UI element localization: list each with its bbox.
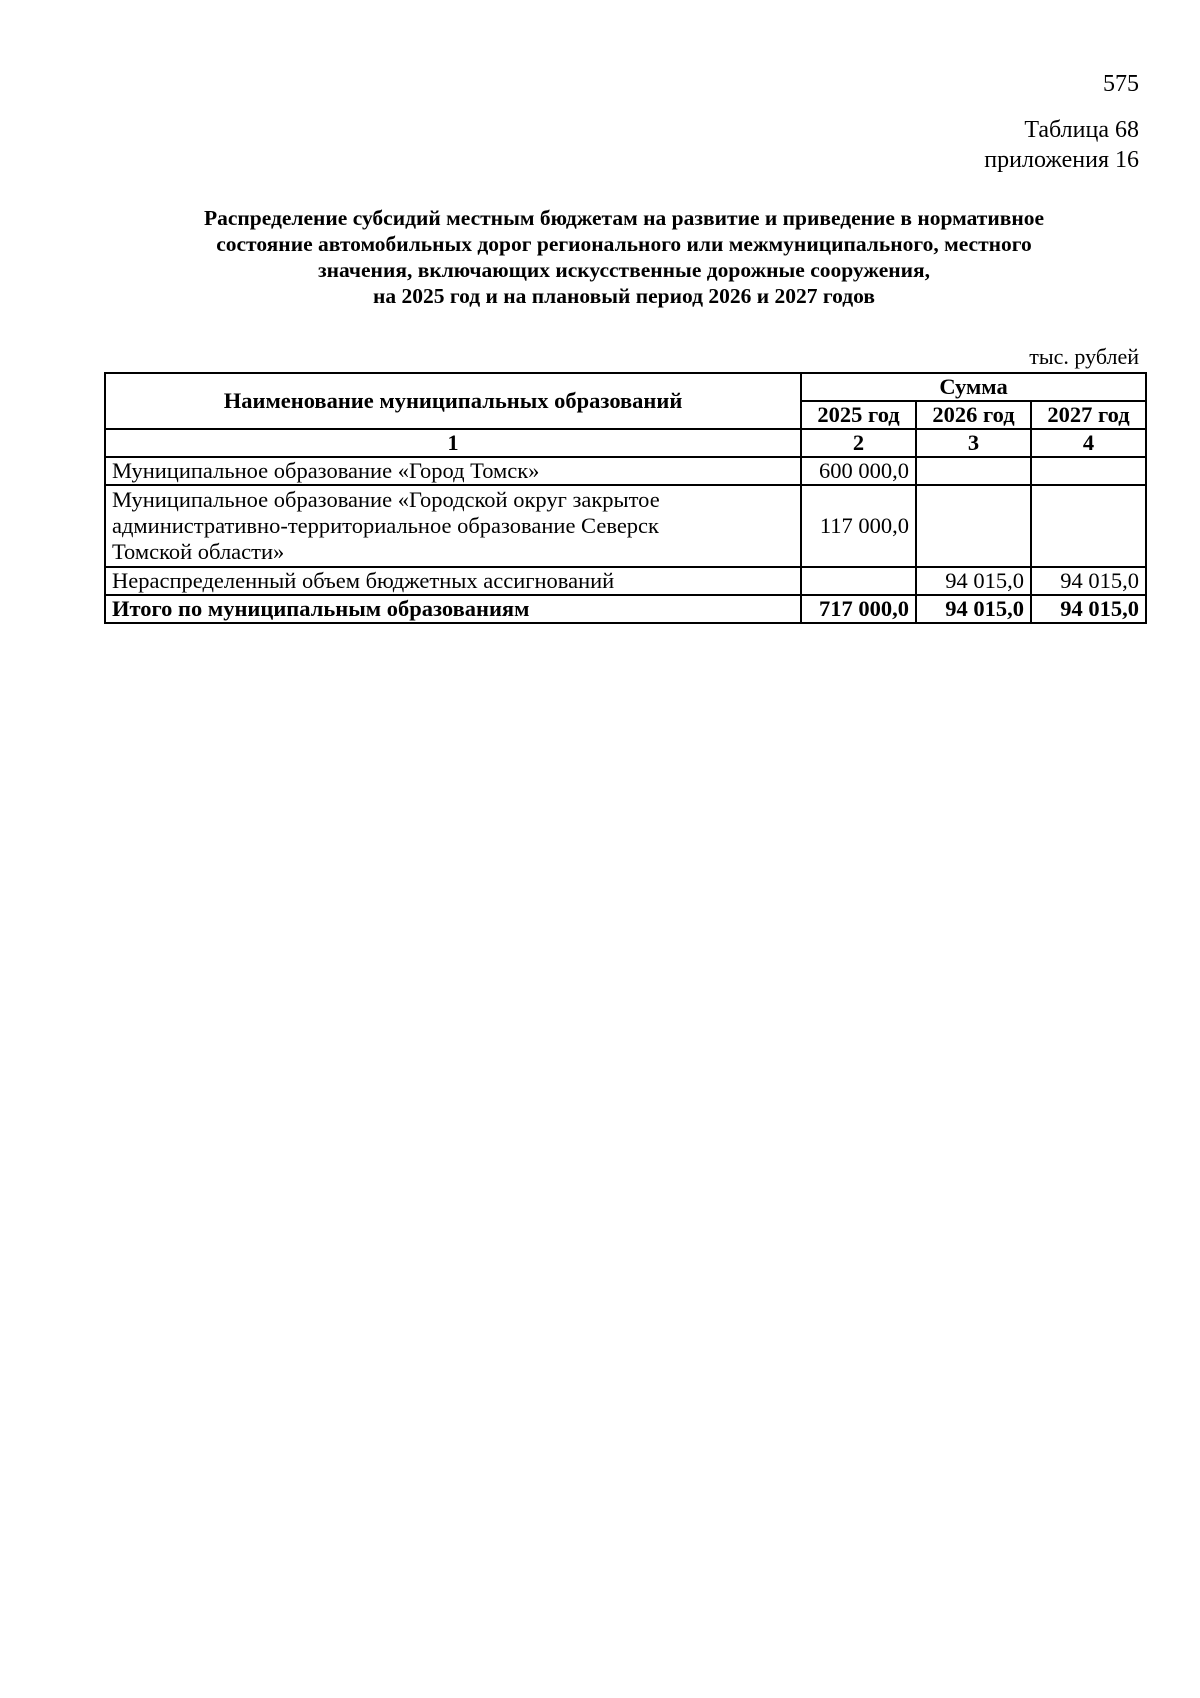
title-line-3: значения, включающих искусственные дорожные сооружения, (317, 258, 931, 282)
title-line-4: на 2025 год и на плановый период 2026 и 2027 годов (373, 284, 875, 308)
row-name (105, 485, 801, 567)
title-line-2: состояние автомобильных дорог регионального или межмуниципального, местного (216, 232, 1032, 256)
row-value-2025: 600 000,0 (801, 457, 916, 485)
row-value-2027 (1031, 485, 1146, 567)
header-sum-cell: Сумма (801, 373, 1146, 401)
row-value-2027 (1031, 457, 1146, 485)
row-name-line-3: Томской области» (112, 539, 285, 564)
header-year-2026: 2026 год (916, 401, 1031, 429)
row-name: Муниципальное образование «Город Томск» (105, 457, 801, 485)
total-name: Итого по муниципальным образованиям (105, 595, 801, 623)
row-value-2025: 117 000,0 (801, 485, 916, 567)
row-value-2026 (916, 485, 1031, 567)
table-header-row (105, 373, 1146, 401)
header-year-2025: 2025 год (801, 401, 916, 429)
row-name: Нераспределенный объем бюджетных ассигнований (105, 567, 801, 595)
table-row (105, 457, 1146, 485)
subsidy-table (104, 372, 1147, 624)
document-title (104, 205, 1144, 309)
units-label: тыс. рублей (1029, 344, 1139, 369)
table-ref-line-1: Таблица 68 (1024, 117, 1139, 143)
column-number-2: 2 (801, 429, 916, 457)
column-number-4: 4 (1031, 429, 1146, 457)
table-total-row (105, 595, 1146, 623)
total-value-2027: 94 015,0 (1031, 595, 1146, 623)
title-line-1: Распределение субсидий местным бюджетам на развитие и приведение в нормативное (203, 206, 1045, 230)
total-value-2026: 94 015,0 (916, 595, 1031, 623)
table-ref-line-2: приложения 16 (984, 147, 1139, 173)
column-number-3: 3 (916, 429, 1031, 457)
header-name-cell: Наименование муниципальных образований (105, 373, 801, 429)
row-value-2026 (916, 457, 1031, 485)
table-row (105, 567, 1146, 595)
header-year-2027: 2027 год (1031, 401, 1146, 429)
column-number-1: 1 (105, 429, 801, 457)
table-reference (984, 115, 1139, 175)
row-value-2026: 94 015,0 (916, 567, 1031, 595)
row-name-line-2: административно-территориальное образование Северск (112, 513, 659, 538)
row-value-2025 (801, 567, 916, 595)
column-numbers-row (105, 429, 1146, 457)
table-row (105, 485, 1146, 567)
page-number: 575 (1103, 71, 1139, 97)
row-name-line-1: Муниципальное образование «Городской округ закрытое (112, 487, 660, 512)
row-value-2027: 94 015,0 (1031, 567, 1146, 595)
total-value-2025: 717 000,0 (801, 595, 916, 623)
